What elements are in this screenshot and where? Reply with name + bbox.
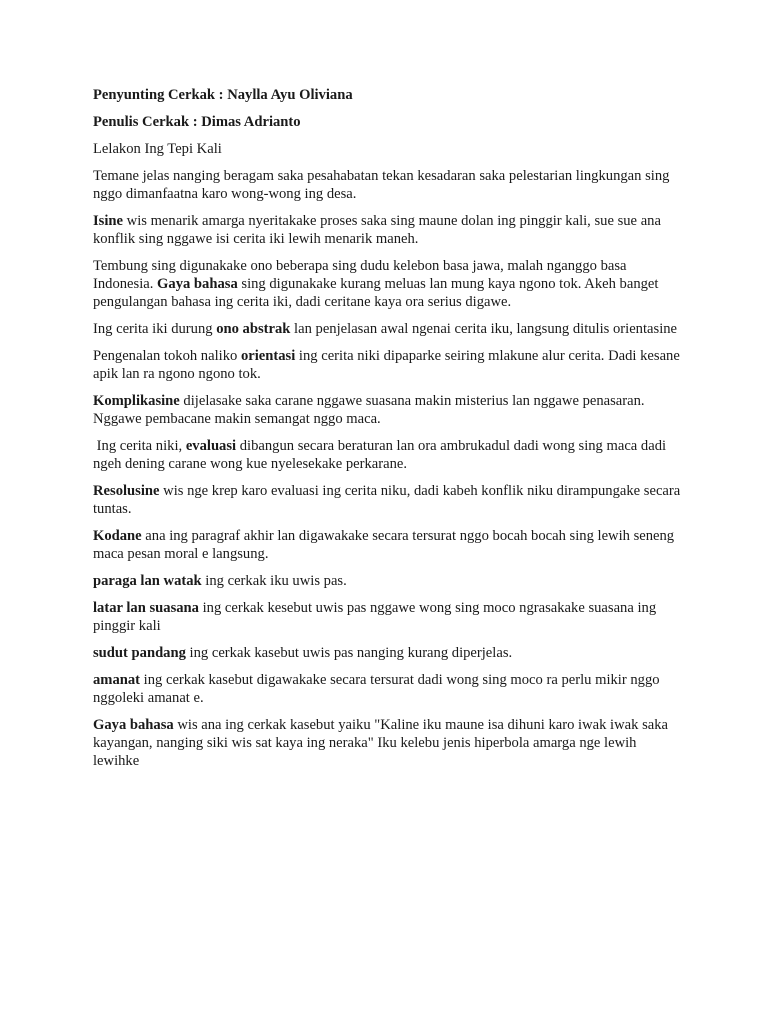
paragraph-resolusi: Resolusine wis nge krep karo evaluasi ing cerita niku, dadi kabeh konflik niku dirampungake secara tuntas. [93,483,681,517]
paragraph-evaluasi: Ing cerita niki, evaluasi dibangun secara beraturan lan ora ambrukadul dadi wong sing maca dadi ngeh dening carane wong kue nyelesekake perkarane. [93,438,667,472]
paragraph-koda: Kodane ana ing paragraf akhir lan digawakake secara tersurat nggo bocah bocah sing lewih seneng maca pesan moral e langsung. [93,528,675,562]
paragraph-gaya-bahasa: Gaya bahasa wis ana ing cerkak kasebut yaiku "Kaline iku maune isa dihuni karo iwak iwak saka kayangan, nanging siki wis sat kaya ing neraka" Iku kelebu jenis hiperbola amarga nge lewih lewihke [93,717,669,769]
paragraph-amanat: amanat ing cerkak kasebut digawakake secara tersurat dadi wong sing moco ra perlu mikir nggo nggoleki amanat e. [93,672,660,706]
writer-line: Penulis Cerkak : Dimas Adrianto [93,114,301,130]
paragraph-komplikasi: Komplikasine dijelasake saka carane nggawe suasana makin misterius lan nggawe penasaran. Nggawe pembacane makin semangat nggo maca. [93,393,645,427]
paragraph-tembung: Tembung sing digunakake ono beberapa sing dudu kelebon basa jawa, malah nganggo basa Indonesia. Gaya bahasa sing digunakake kurang meluas lan mung kaya ngono tok. Akeh banget pengulangan bahasa ing cerita iki, dadi ceritane kaya ora serius digawe. [93,258,659,310]
paragraph-sudut-pandang: sudut pandang ing cerkak kasebut uwis pas nanging kurang diperjelas. [93,645,513,661]
paragraph-latar: latar lan suasana ing cerkak kesebut uwis pas nggawe wong sing moco ngrasakake suasana ing pinggir kali [93,600,657,634]
paragraph-paraga: paraga lan watak ing cerkak iku uwis pas. [93,573,347,589]
paragraph-isi: Isine wis menarik amarga nyeritakake proses saka sing maune dolan ing pinggir kali, sue sue ana konflik sing nggawe isi cerita iki lewih menarik maneh. [93,213,661,247]
paragraph-abstrak: Ing cerita iki durung ono abstrak lan penjelasan awal ngenai cerita iku, langsung ditulis orientasine [93,321,678,337]
story-title: Lelakon Ing Tepi Kali [93,141,222,157]
paragraph-tema: Temane jelas nanging beragam saka pesahabatan tekan kesadaran saka pelestarian lingkungan sing nggo dimanfaatna karo wong-wong ing desa. [93,168,670,202]
document-page [93,86,683,779]
editor-line: Penyunting Cerkak : Naylla Ayu Oliviana [93,87,353,103]
paragraph-orientasi: Pengenalan tokoh naliko orientasi ing cerita niki dipaparke seiring mlakune alur cerita. Dadi kesane apik lan ra ngono ngono tok. [93,348,680,382]
